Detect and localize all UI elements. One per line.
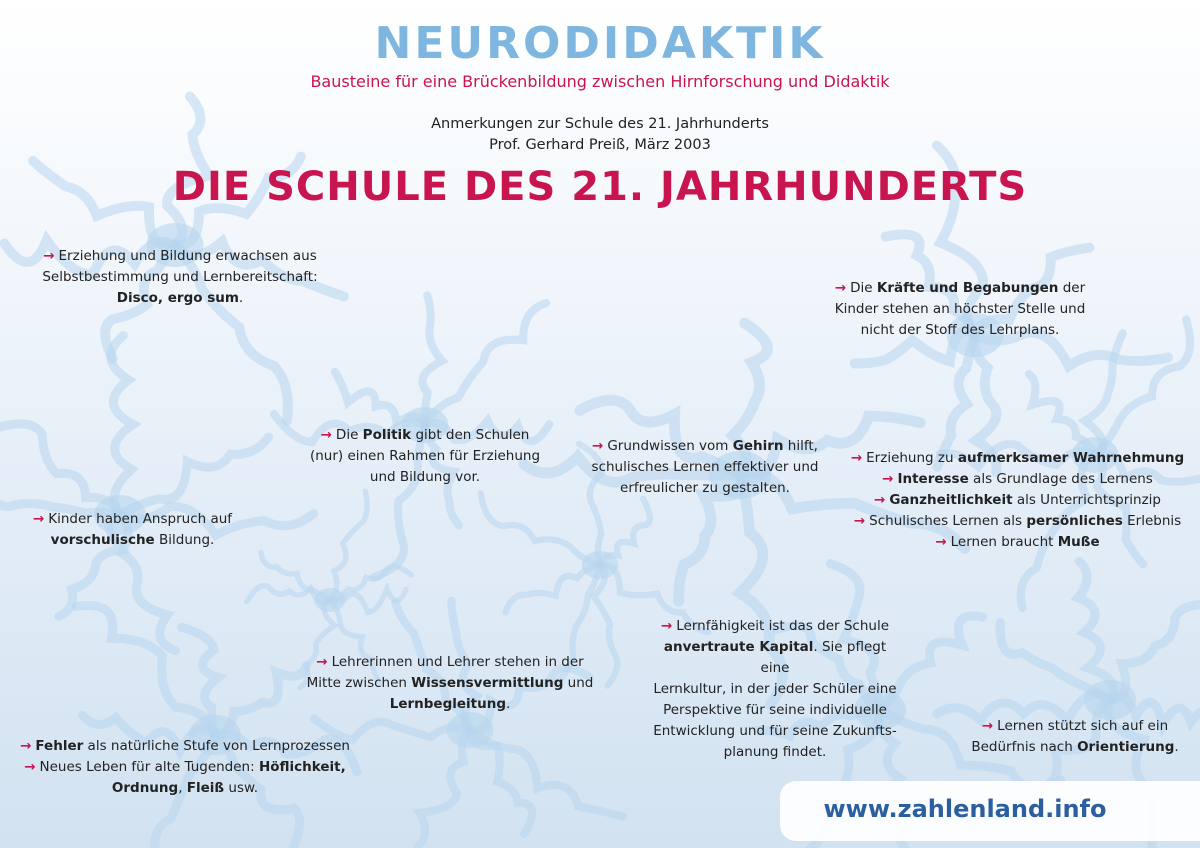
statement-self-determination: → Erziehung und Bildung erwachsen aus Selbstbestimmung und Lernbereitschaft: Disco, ergo sum. xyxy=(42,248,318,306)
arrow-icon: → xyxy=(24,759,36,775)
arrow-icon: → xyxy=(882,471,894,487)
statement-teachers: → Lehrerinnen und Lehrer stehen in der Mitte zwischen Wissensvermittlung und Lernbegleitung. xyxy=(306,654,594,712)
statement-perception-list: → Erziehung zu aufmerksamer Wahrnehmung → Interesse als Grundlage des Lernens → Ganzheitlichkeit als Unterrichtsprinzip → Schulisches Lernen als persönliches Erlebnis → Lernen braucht Muße xyxy=(850,450,1185,550)
statement-brain: → Grundwissen vom Gehirn hilft, schulisches Lernen effektiver und erfreulicher zu gestalten. xyxy=(591,438,819,496)
note-line-2: Prof. Gerhard Preiß, März 2003 xyxy=(489,137,711,153)
arrow-icon: → xyxy=(43,248,55,264)
arrow-icon: → xyxy=(660,618,673,634)
arrow-icon: → xyxy=(981,718,994,734)
main-title: NEURODIDAKTIK xyxy=(374,18,826,69)
statement-politics: → Die Politik gibt den Schulen (nur) einen Rahmen für Erziehung und Bildung vor. xyxy=(309,427,541,485)
arrow-icon: → xyxy=(32,511,45,527)
note-line-1: Anmerkungen zur Schule des 21. Jahrhunderts xyxy=(431,116,769,132)
footer-website-link[interactable]: www.zahlenland.info xyxy=(823,795,1107,823)
neuron-shape xyxy=(0,336,314,651)
arrow-icon: → xyxy=(853,513,866,529)
subtitle: Bausteine für eine Brückenbildung zwischen Hirnforschung und Didaktik xyxy=(310,72,890,91)
arrow-icon: → xyxy=(935,534,947,550)
statement-abilities: → Die Kräfte und Begabungen der Kinder stehen an höchster Stelle und nicht der Stoff des Lehrplans. xyxy=(834,280,1086,338)
arrow-icon: → xyxy=(834,280,847,296)
statement-mistakes-virtues: → Fehler als natürliche Stufe von Lernprozessen → Neues Leben für alte Tugenden: Höflichkeit, Ordnung, Fleiß usw. xyxy=(20,738,350,796)
arrow-icon: → xyxy=(320,427,332,443)
arrow-icon: → xyxy=(20,738,32,754)
headline: DIE SCHULE DES 21. JAHRHUNDERTS xyxy=(172,164,1028,210)
arrow-icon: → xyxy=(874,492,886,508)
arrow-icon: → xyxy=(316,654,328,670)
statement-orientation: → Lernen stützt sich auf ein Bedürfnis nach Orientierung. xyxy=(971,718,1179,755)
arrow-icon: → xyxy=(850,450,863,466)
statement-preschool: → Kinder haben Anspruch auf vorschulische Bildung. xyxy=(32,511,233,548)
statement-learning-capacity: → Lernfähigkeit ist das der Schule anvertraute Kapital. Sie pflegt eine Lernkultur, in der jeder Schüler eine Perspektive für seine individuelle Entwicklung und für seine Zukunfts- planung findet. xyxy=(653,618,897,760)
arrow-icon: → xyxy=(592,438,604,454)
